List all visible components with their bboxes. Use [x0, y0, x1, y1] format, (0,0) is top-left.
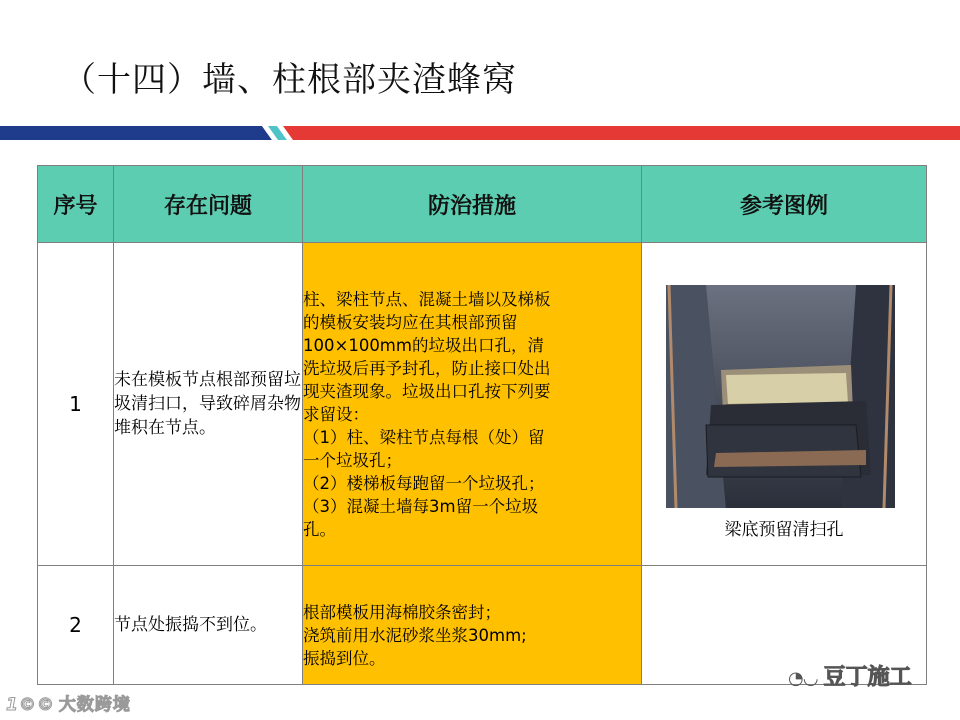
- row-number: 1: [38, 243, 114, 566]
- row-number: 2: [38, 566, 114, 685]
- table-header-row: [38, 166, 927, 243]
- measures-line: 孔。: [303, 520, 336, 539]
- slide-title: （十四）墙、柱根部夹渣蜂窝: [62, 60, 517, 100]
- table-row: [38, 243, 927, 566]
- measures-text: [303, 267, 641, 541]
- header-index: 序号: [38, 166, 114, 243]
- reference-caption: 梁底预留清扫孔: [724, 520, 844, 540]
- decorative-stripe-bar: [0, 126, 960, 140]
- measures-line: （3）混凝土墙每3m留一个垃圾: [303, 497, 539, 516]
- header-reference: 参考图例: [642, 166, 927, 243]
- measures-cell: [303, 566, 642, 685]
- watermark-logo: 1©©: [6, 695, 55, 715]
- measures-line: 100×100mm的垃圾出口孔，清: [303, 336, 544, 355]
- measures-text: [303, 581, 641, 670]
- wechat-icon: ◔◡: [788, 668, 818, 689]
- reference-cell: [642, 243, 927, 566]
- formwork-cleanout-photo: [666, 285, 895, 508]
- watermark-left: [6, 690, 131, 715]
- watermark-right: [788, 660, 912, 691]
- header-measures: 防治措施: [303, 166, 642, 243]
- measures-line: 浇筑前用水泥砂浆坐浆30mm;: [303, 625, 527, 645]
- measures-cell: [303, 243, 642, 566]
- measures-line: 柱、梁柱节点、混凝土墙以及梯板: [303, 290, 551, 309]
- measures-line: 洗垃圾后再予封孔，防止接口处出: [303, 359, 551, 378]
- measures-line: （1）柱、梁柱节点每根（处）留: [303, 428, 545, 447]
- measures-line: 根部模板用海棉胶条密封；: [303, 602, 501, 622]
- measures-line: 振捣到位。: [303, 648, 386, 668]
- measures-line: 求留设：: [303, 405, 369, 424]
- issue-table: [37, 165, 927, 685]
- measures-line: 一个垃圾孔；: [303, 451, 402, 470]
- measures-line: （2）楼梯板每跑留一个垃圾孔；: [303, 474, 545, 493]
- issue-text: 未在模板节点根部预留垃圾清扫口，导致碎屑杂物堆积在节点。: [114, 243, 303, 566]
- header-issue: 存在问题: [114, 166, 303, 243]
- measures-line: 的模板安装均应在其根部预留: [303, 313, 518, 332]
- issue-text: 节点处振捣不到位。: [114, 566, 303, 685]
- watermark-left-text: 大数跨境: [58, 695, 131, 715]
- measures-line: 现夹渣现象。垃圾出口孔按下列要: [303, 382, 551, 401]
- watermark-right-text: 豆丁施工: [823, 665, 912, 690]
